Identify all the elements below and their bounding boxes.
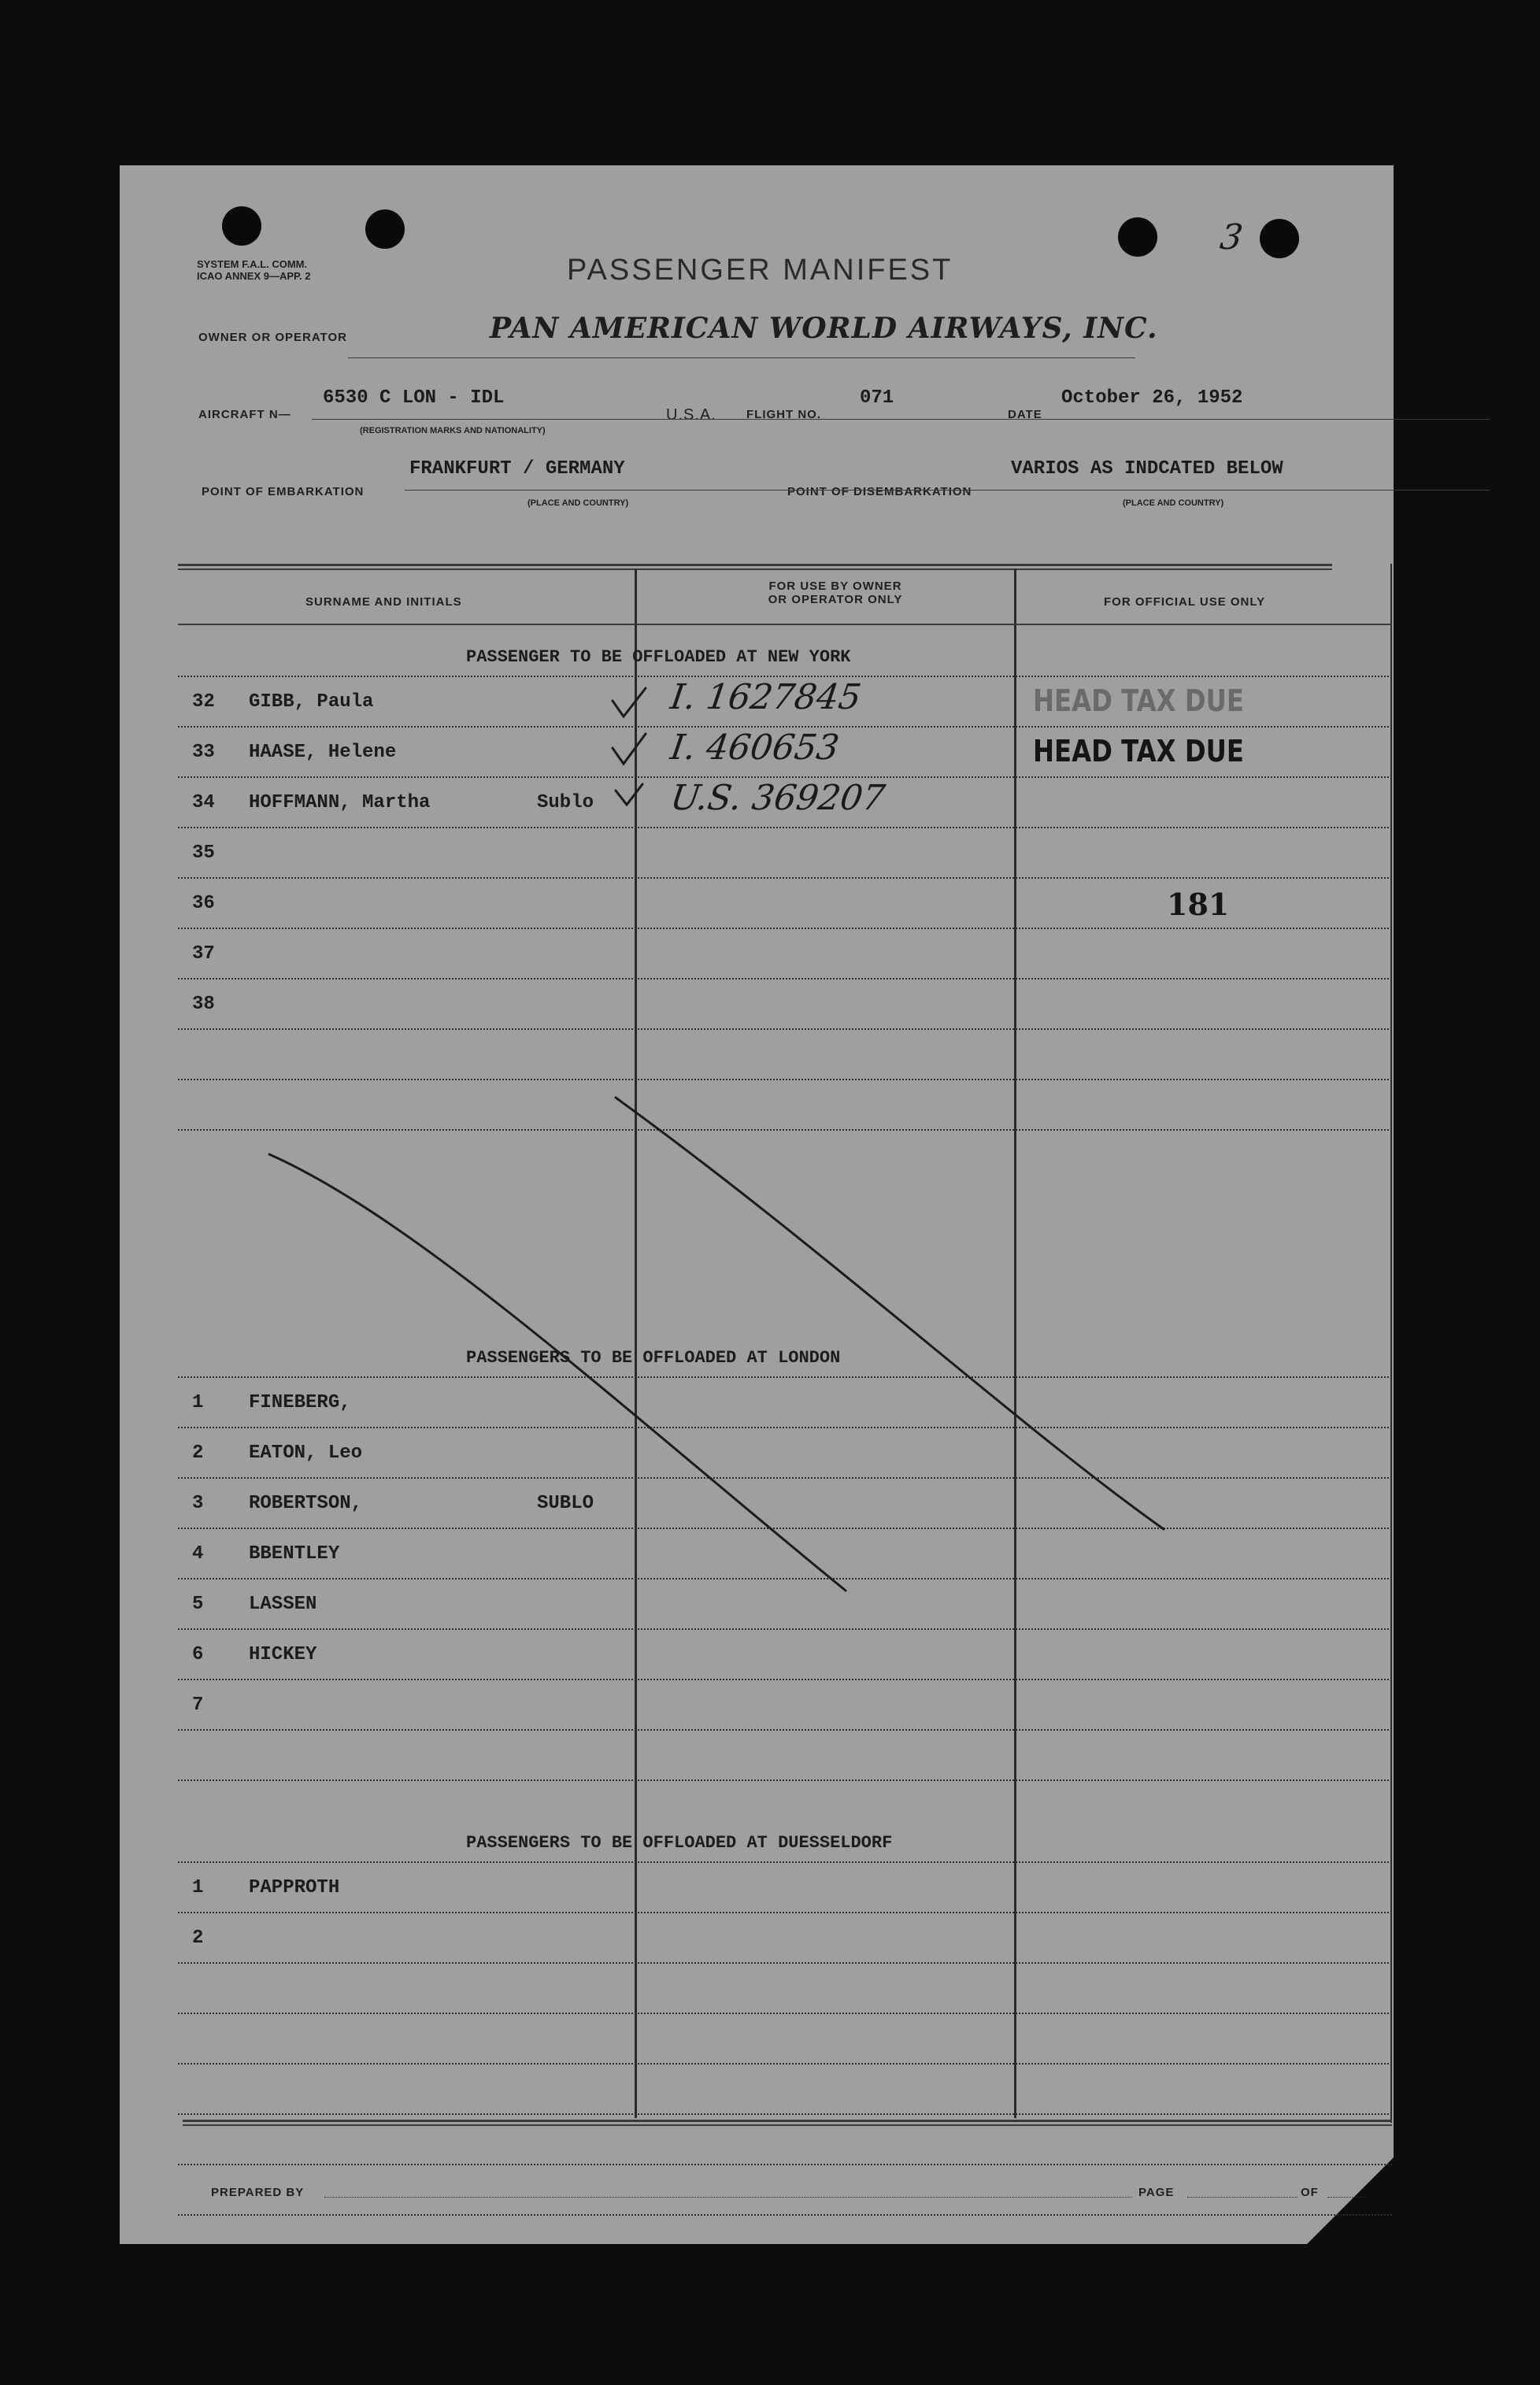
passenger-name: PAPPROTH (249, 1877, 340, 1898)
owner-label: OWNER OR OPERATOR (198, 331, 347, 344)
passenger-name: EATON, Leo (249, 1442, 363, 1464)
embark-label: POINT OF EMBARKATION (202, 485, 365, 498)
row-number: 4 (192, 1543, 204, 1565)
passenger-name: HOFFMANN, Martha (249, 792, 431, 813)
header-official: FOR OFFICIAL USE ONLY (1104, 595, 1266, 609)
section-heading: PASSENGERS TO BE OFFLOADED AT LONDON (466, 1348, 841, 1368)
disembark-value: VARIOS AS INDCATED BELOW (1011, 458, 1283, 480)
passenger-name: ROBERTSON, (249, 1493, 363, 1514)
passenger-name: HAASE, Helene (249, 742, 397, 763)
pen-marks (120, 165, 1394, 2244)
row-number: 36 (192, 893, 215, 914)
official-number: 181 (1167, 887, 1230, 922)
owner-value: PAN AMERICAN WORLD AIRWAYS, INC. (490, 312, 1158, 345)
of-label: OF (1301, 2186, 1319, 2199)
section-heading: PASSENGER TO BE OFFLOADED AT NEW YORK (466, 647, 851, 667)
passenger-name: LASSEN (249, 1594, 317, 1615)
passenger-note: Sublo (537, 792, 594, 813)
check-mark-2 (613, 734, 646, 764)
aircraft-label: AIRCRAFT N— (198, 408, 291, 421)
date-value: October 26, 1952 (1061, 387, 1243, 409)
passenger-name: FINEBERG, (249, 1392, 351, 1413)
manifest-sheet (120, 165, 1394, 2244)
operator-document-number: I. 460653 (668, 728, 842, 768)
aircraft-value: 6530 C LON - IDL (323, 387, 505, 409)
row-number: 2 (192, 1928, 204, 1949)
row-number: 6 (192, 1644, 204, 1665)
passenger-name: BBENTLEY (249, 1543, 340, 1565)
row-number: 1 (192, 1392, 204, 1413)
disembark-label: POINT OF DISEMBARKATION (787, 485, 972, 498)
row-number: 1 (192, 1877, 204, 1898)
flight-label: FLIGHT NO. (746, 408, 821, 421)
strike-line-london-left (269, 1154, 846, 1591)
check-mark-3 (616, 784, 642, 805)
page-label: PAGE (1138, 2186, 1175, 2199)
row-number: 37 (192, 943, 215, 965)
section-heading: PASSENGERS TO BE OFFLOADED AT DUESSELDORF (466, 1833, 893, 1853)
passenger-name: HICKEY (249, 1644, 317, 1665)
row-number: 5 (192, 1594, 204, 1615)
check-mark-1 (613, 688, 646, 717)
embark-sub: (PLACE AND COUNTRY) (528, 498, 629, 508)
passenger-name: GIBB, Paula (249, 691, 374, 713)
row-number: 34 (192, 792, 215, 813)
form-reference: SYSTEM F.A.L. COMM. ICAO ANNEX 9—APP. 2 (197, 258, 311, 282)
row-number: 33 (192, 742, 215, 763)
official-stamp: HEAD TAX DUE (1033, 683, 1244, 718)
date-label: DATE (1008, 408, 1042, 421)
row-number: 35 (192, 843, 215, 864)
passenger-note: SUBLO (537, 1493, 594, 1514)
form-title: PASSENGER MANIFEST (567, 254, 953, 287)
row-number: 38 (192, 994, 215, 1015)
aircraft-sub: (REGISTRATION MARKS AND NATIONALITY) (360, 426, 546, 435)
page-mark: 3 (1217, 217, 1246, 257)
row-number: 7 (192, 1694, 204, 1716)
disembark-sub: (PLACE AND COUNTRY) (1123, 498, 1224, 508)
flight-value: 071 (860, 387, 894, 409)
row-number: 3 (192, 1493, 204, 1514)
nationality: U.S.A. (666, 406, 716, 424)
embark-value: FRANKFURT / GERMANY (409, 458, 625, 480)
header-operator: FOR USE BY OWNER OR OPERATOR ONLY (768, 580, 903, 606)
operator-document-number: U.S. 369207 (668, 778, 888, 818)
prepared-label: PREPARED BY (211, 2186, 305, 2199)
row-number: 32 (192, 691, 215, 713)
header-surname: SURNAME AND INITIALS (305, 595, 462, 609)
strike-line-london-right (616, 1098, 1164, 1529)
row-number: 2 (192, 1442, 204, 1464)
operator-document-number: I. 1627845 (668, 677, 864, 717)
official-stamp: HEAD TAX DUE (1033, 734, 1244, 768)
